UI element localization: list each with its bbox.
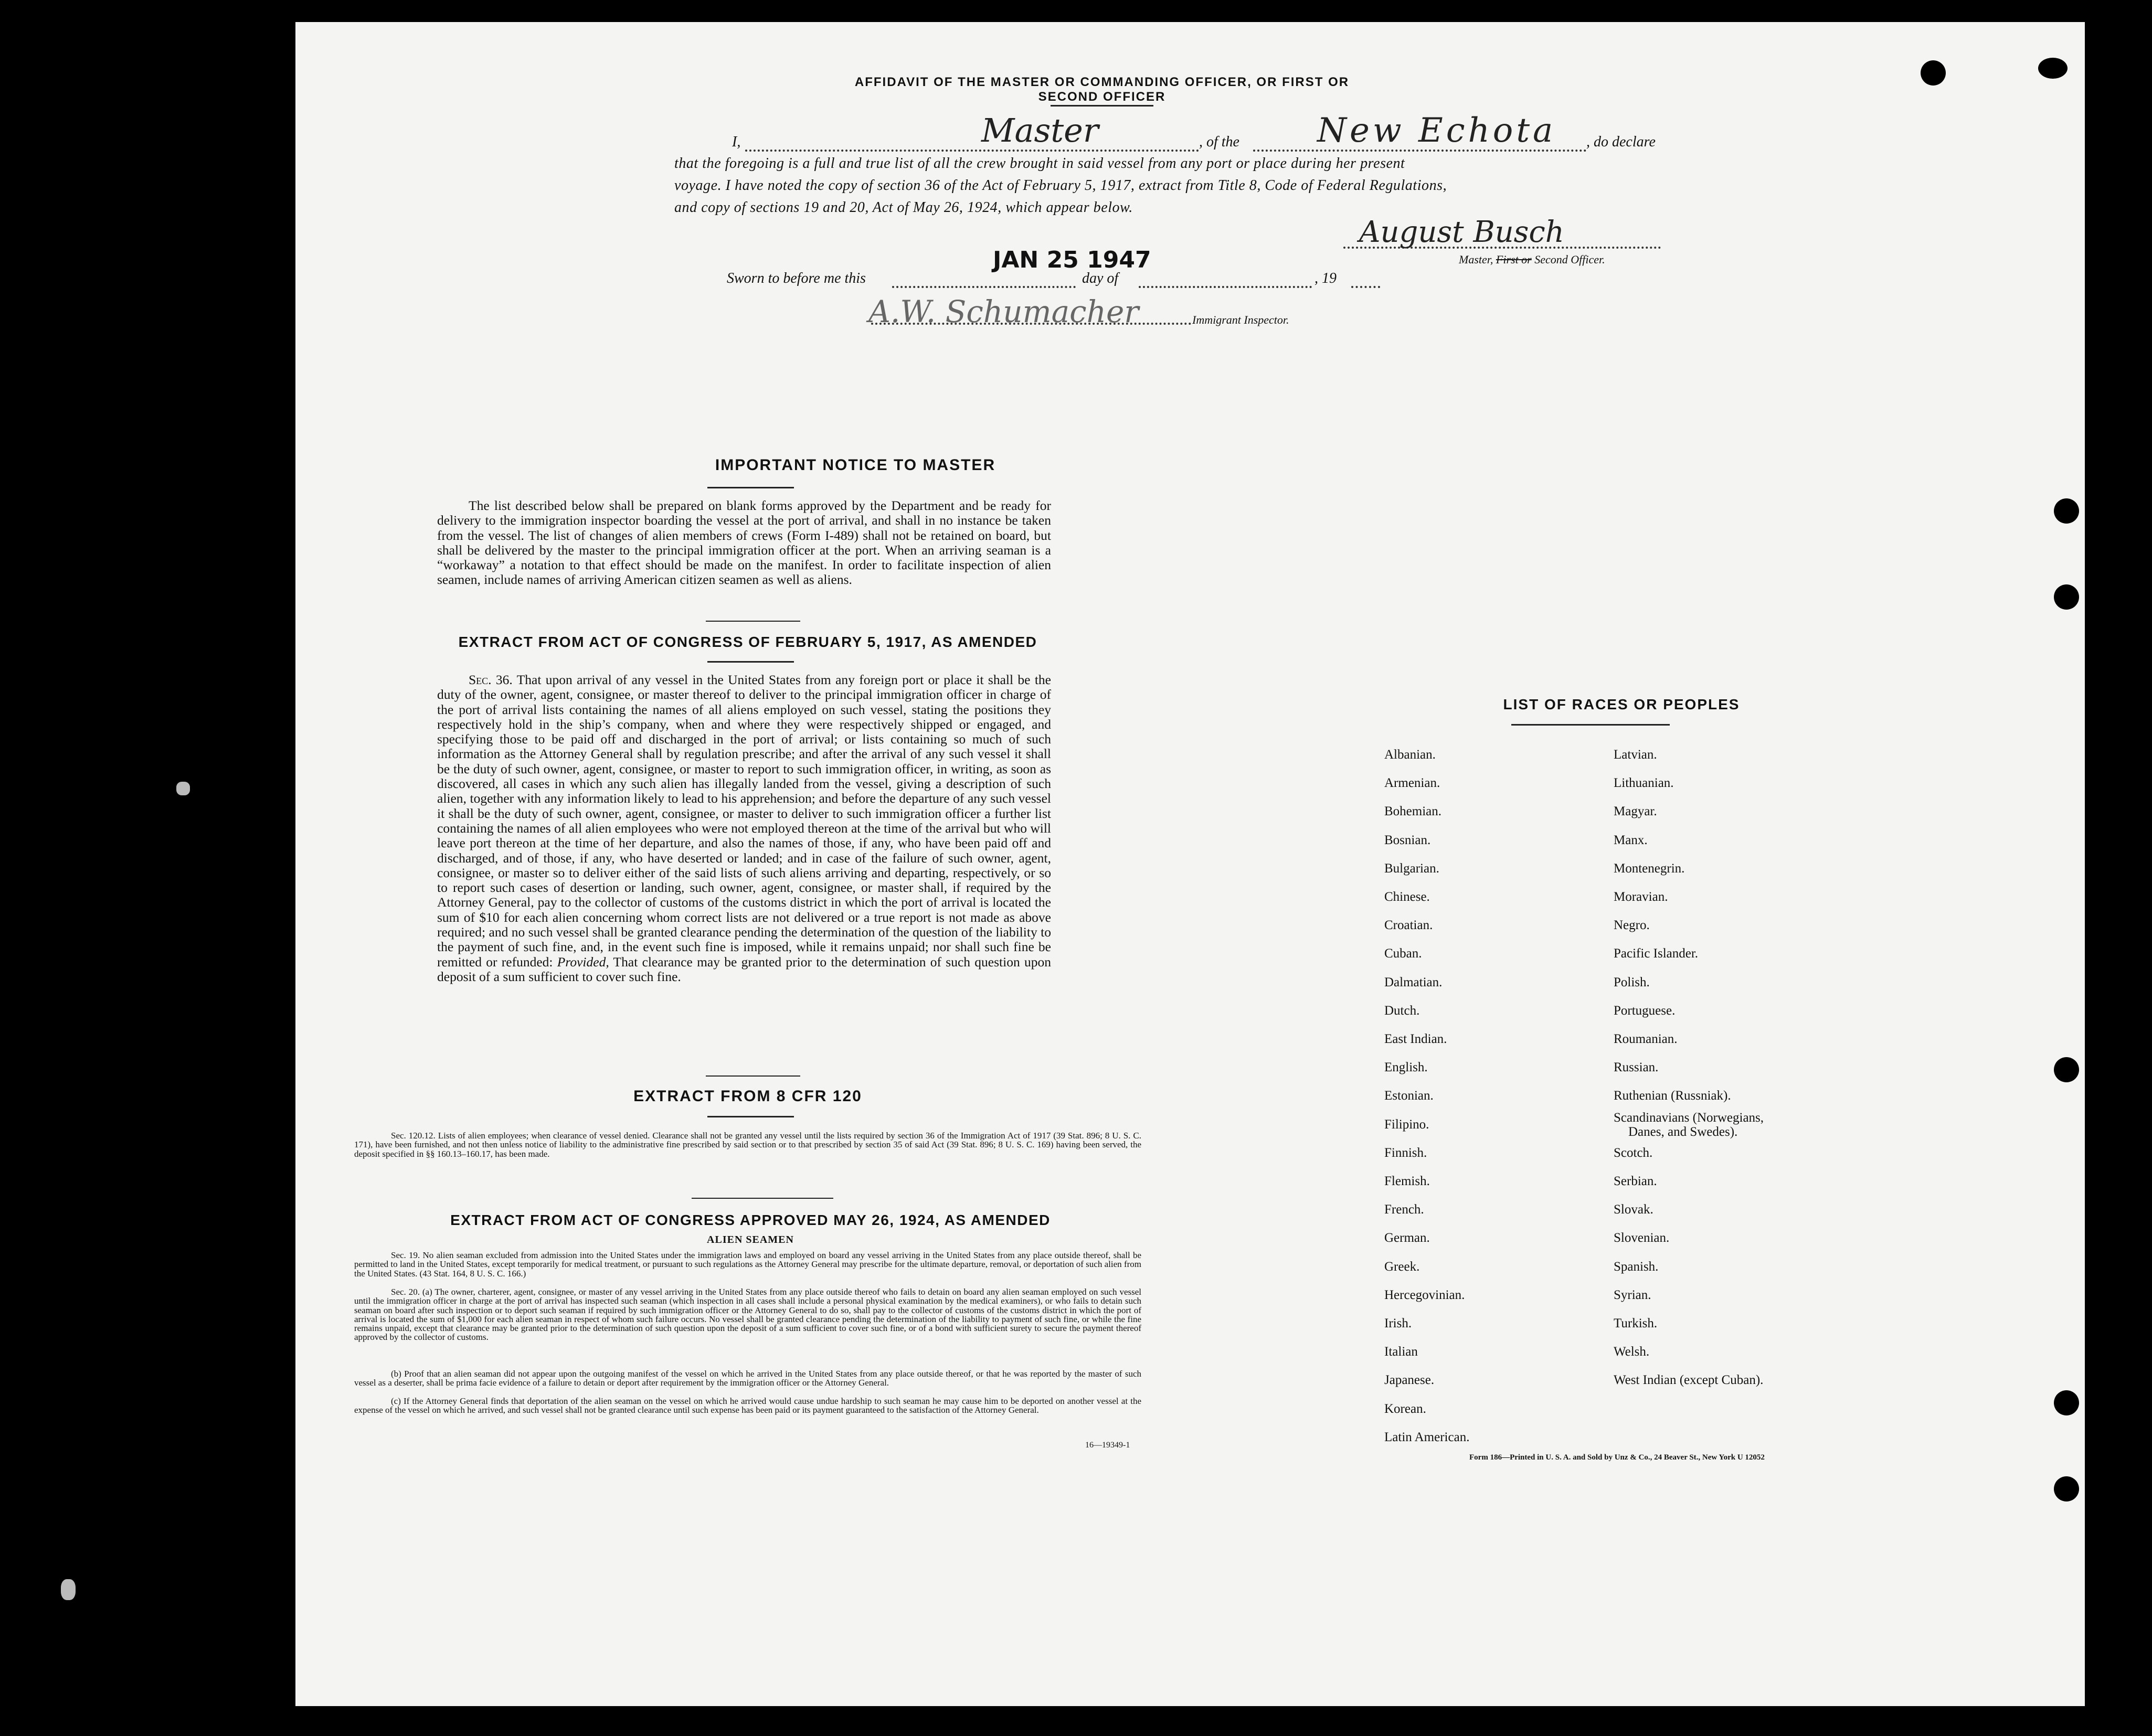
race-item: Polish.	[1614, 975, 1650, 989]
races-column-1	[1384, 741, 1469, 1452]
inspector-label: Immigrant Inspector.	[1192, 313, 1289, 326]
extract-1924-heading: EXTRACT FROM ACT OF CONGRESS APPROVED MAY 26, 1924, AS AMENDED	[450, 1212, 1051, 1228]
race-item: Irish.	[1384, 1316, 1412, 1331]
extract-1917-heading: EXTRACT FROM ACT OF CONGRESS OF FEBRUARY 5, 1917, AS AMENDED	[458, 634, 1037, 650]
race-item: Welsh.	[1614, 1345, 1650, 1359]
notice-rule	[707, 487, 794, 488]
race-item: Flemish.	[1384, 1174, 1430, 1189]
sworn-day-line	[892, 286, 1076, 288]
race-item: Cuban.	[1384, 946, 1422, 961]
races-rule	[1511, 724, 1670, 726]
alien-seamen-subheading: ALIEN SEAMEN	[707, 1234, 794, 1245]
punch-hole	[2054, 584, 2079, 610]
race-item: Turkish.	[1614, 1316, 1658, 1331]
sec20b-body: (b) Proof that an alien seaman did not appear upon the outgoing manifest of the vessel on which he arrived in the United States from any place outside thereof, or that he was reported by the master of such vessel as a deserter, shall be prima facie evidence of a failure to detain or deport after requirement by the immigration officer or the Attorney General.	[354, 1369, 1141, 1388]
race-item: Korean.	[1384, 1401, 1426, 1416]
race-item: Finnish.	[1384, 1145, 1427, 1160]
caption-second: Second Officer.	[1534, 253, 1605, 266]
extract-1917-body	[437, 673, 1051, 984]
caption-master: Master,	[1459, 253, 1493, 266]
affidavit-line-2: that the foregoing is a full and true list of all the crew brought in said vessel from any port or place during her present	[674, 155, 1405, 172]
race-item: Spanish.	[1614, 1259, 1659, 1274]
sworn-month-line	[1139, 286, 1312, 288]
race-item: Ruthenian (Russniak).	[1614, 1089, 1731, 1103]
punch-hole	[2054, 1476, 2079, 1501]
race-item: East Indian.	[1384, 1032, 1447, 1047]
race-item: Russian.	[1614, 1060, 1659, 1075]
race-item: Slovenian.	[1614, 1231, 1670, 1245]
race-item: Portuguese.	[1614, 1003, 1676, 1018]
race-item: Scotch.	[1614, 1145, 1653, 1160]
race-item: Japanese.	[1384, 1373, 1435, 1388]
officer-fill-line	[745, 150, 1199, 152]
affidavit-line-4: and copy of sections 19 and 20, Act of May 26, 1924, which appear below.	[674, 199, 1133, 216]
race-item: Hercegovinian.	[1384, 1287, 1465, 1302]
punch-hole	[2086, 163, 2112, 188]
race-item: West Indian (except Cuban).	[1614, 1373, 1764, 1388]
signature-caption	[1459, 253, 1605, 267]
race-item: Albanian.	[1384, 748, 1436, 762]
officer-handwritten: Master	[981, 111, 1099, 150]
race-item: Dalmatian.	[1384, 975, 1443, 989]
race-item-line: Danes, and Swedes).	[1628, 1124, 1738, 1139]
race-item: Croatian.	[1384, 918, 1433, 933]
race-item-line: Scandinavians (Norwegians,	[1614, 1110, 1764, 1125]
sec20c-body: (c) If the Attorney General finds that deportation of the alien seaman on the vessel on which he arrived would cause undue hardship to such seaman he may cause him to be deported on another vessel at the expense of the vessel on which he arrived, and such vessel shall not be granted clearance until such expense has been paid or its payment guaranteed to the satisfaction of the Attorney General.	[354, 1396, 1141, 1415]
race-item: Filipino.	[1384, 1117, 1429, 1132]
race-item: Italian	[1384, 1345, 1418, 1359]
punch-hole	[1921, 60, 1946, 86]
race-item: Slovak.	[1614, 1202, 1653, 1217]
race-item: German.	[1384, 1231, 1430, 1245]
race-item: Serbian.	[1614, 1174, 1657, 1189]
extract-1917-end-rule	[706, 1075, 800, 1077]
race-item: Bosnian.	[1384, 833, 1431, 847]
sworn-label: Sworn to before me this	[727, 270, 866, 286]
printer-imprint: Form 186—Printed in U. S. A. and Sold by Unz & Co., 24 Beaver St., New York U 12052	[1469, 1453, 1765, 1462]
punch-hole	[2054, 1390, 2079, 1415]
races-heading: LIST OF RACES OR PEOPLES	[1503, 696, 1740, 712]
notice-end-rule	[706, 621, 800, 622]
race-item: Negro.	[1614, 918, 1650, 933]
year-label: , 19	[1314, 270, 1337, 286]
race-item: Chinese.	[1384, 890, 1430, 904]
race-item	[1614, 1111, 1764, 1139]
notice-body: The list described below shall be prepared on blank forms approved by the Department and be ready for delivery to the immigration inspector boarding the vessel at the port of arrival, and shall in no instance be taken from the vessel. The list of changes of alien members of crews (Form I-489) shall not be retained on board, but shall be delivered by the master to the principal immigration officer at the port. When an arriving seaman is a “workaway” a notation to that effect should be made on the manifest. In order to facilitate inspection of alien seamen, include names of arriving American citizen seamen as well as aliens.	[437, 498, 1051, 588]
punch-hole	[2086, 248, 2112, 273]
race-item: Roumanian.	[1614, 1032, 1678, 1047]
scan-speck	[176, 782, 190, 795]
provided-text: That clearance may be granted prior to the determination of such question upon deposit of a sum sufficient to cover such fine.	[437, 954, 1052, 984]
race-item: French.	[1384, 1202, 1424, 1217]
provided-label: Provided,	[557, 954, 609, 970]
extract-cfr-rule	[707, 1116, 794, 1117]
sec20a-body: Sec. 20. (a) The owner, charterer, agent, consignee, or master of any vessel arriving in the United States from any place outside thereof who fails to detain on board any alien seaman employed on such vessel until the immigration officer in charge at the port of arrival has inspected such seaman (which inspection in all cases shall include a personal physical examination by the medical examiners), or who fails to detain such seaman on board after such inspection or to deport such seaman if required by such immigration officer or the Attorney General to do so, shall pay to the collector of customs of the customs district in which the port of arrival is located the sum of $1,000 for each alien seaman in respect of whom such failure occurs. No vessel shall be granted clearance pending the determination of the liability to payment of such fine, or while the fine remains unpaid, except that clearance may be granted prior to the determination of such question upon the deposit of a sum sufficient to cover such fine, or of a bond with sufficient surety to secure the payment thereof approved by the collector of customs.	[354, 1287, 1141, 1343]
race-item: Dutch.	[1384, 1003, 1420, 1018]
of-the-label: , of the	[1199, 134, 1239, 150]
extract-cfr-heading: EXTRACT FROM 8 CFR 120	[633, 1088, 862, 1105]
scan-speck	[61, 1579, 76, 1600]
punch-hole	[2054, 1057, 2079, 1082]
race-item: Estonian.	[1384, 1089, 1434, 1103]
race-item: English.	[1384, 1060, 1428, 1075]
race-item: Bohemian.	[1384, 804, 1442, 819]
date-stamp: JAN 25 1947	[993, 247, 1151, 273]
race-item: Greek.	[1384, 1259, 1420, 1274]
day-of-label: day of	[1082, 270, 1119, 286]
race-item: Pacific Islander.	[1614, 946, 1699, 961]
inspector-signature: A.W. Schumacher	[868, 294, 1139, 329]
form-code: 16—19349-1	[1085, 1441, 1130, 1450]
race-item: Manx.	[1614, 833, 1648, 847]
sec36-label: Sec. 36.	[469, 672, 513, 687]
race-item: Montenegrin.	[1614, 861, 1685, 876]
extract-cfr-end-rule	[692, 1198, 833, 1199]
caption-struck: First or	[1496, 253, 1532, 266]
master-signature: August Busch	[1359, 215, 1564, 249]
race-item: Magyar.	[1614, 804, 1657, 819]
punch-hole	[2038, 58, 2068, 79]
extract-cfr-body: Sec. 120.12. Lists of alien employees; when clearance of vessel denied. Clearance shall not be granted any vessel until the lists required by section 36 of the Immigration Act of 1917 (39 Stat. 896; 8 U. S. C. 171), have been furnished, and not then unless notice of liability to the administrative fine prescribed by said section or to that prescribed by section 35 of said Act (39 Stat. 896; 8 U. S. C. 169) having been served, the deposit specified in §§ 160.13–160.17, has been made.	[354, 1131, 1141, 1159]
sworn-year-line	[1351, 286, 1380, 288]
race-item: Latvian.	[1614, 748, 1657, 762]
race-item: Armenian.	[1384, 776, 1440, 791]
affidavit-title: AFFIDAVIT OF THE MASTER OR COMMANDING OFFICER, OR FIRST OR SECOND OFFICER	[854, 75, 1350, 104]
title-rule	[1051, 105, 1153, 106]
race-item: Bulgarian.	[1384, 861, 1439, 876]
sec36-text: That upon arrival of any vessel in the United States from any foreign port or place it shall be the duty of the owner, agent, consignee, or master thereof to deliver to the principal immigration officer in charge of the port of arrival lists containing the names of all aliens employed on such vessel, stating the positions they respectively hold in the ship’s company, when and where they were respectively shipped or engaged, and specifying those to be paid off and discharged in the port of arrival; or lists containing so much of such information as the Attorney General shall by regulation prescribe; and after the arrival of any such vessel it shall be the duty of such owner, agent, consignee, or master to report to such immigration officer, in writing, as soon as discovered, all cases in which any such alien has illegally landed from the vessel, giving a description of such alien, together with any information likely to lead to his apprehension; and before the departure of any such vessel it shall be the duty of such owner, agent, consignee, or master to deliver to such immigration officer a further list containing the names of all alien employees who were not employed thereon at the time of the arrival but who will leave port thereon at the time of her departure, and also the names of those, if any, who have been paid off and discharged, and of those, if any, who have deserted or landed; and in case of the failure of such owner, agent, consignee, or master so to deliver either of the said lists of such aliens arriving and departing, respectively, or so to report such cases of desertion or landing, such owner, agent, consignee, or master shall, if required by the Attorney General, pay to the collector of customs of the customs district in which the port of arrival is located the sum of $10 for each alien concerning whom correct lists are not delivered or a true report is not made as above required; and no such vessel shall be granted clearance pending the determination of the question of the liability to the payment of such fine, and, in the event such fine is imposed, while it remains unpaid; nor shall such fine be remitted or refunded:	[437, 672, 1051, 970]
race-item: Moravian.	[1614, 890, 1668, 904]
races-column-2	[1614, 741, 1764, 1395]
race-item: Syrian.	[1614, 1287, 1651, 1302]
punch-hole	[2054, 498, 2079, 524]
notice-heading: IMPORTANT NOTICE TO MASTER	[715, 456, 996, 474]
vessel-handwritten: New Echota	[1317, 111, 1556, 150]
do-declare-label: , do declare	[1586, 134, 1656, 150]
race-item: Lithuanian.	[1614, 776, 1674, 791]
sec19-body: Sec. 19. No alien seaman excluded from admission into the United States under the immigration laws and employed on board any vessel arriving in the United States from any place outside thereof, shall be permitted to land in the United States, except temporarily for medical treatment, or pursuant to such regulations as the Attorney General may prescribe for the ultimate departure, removal, or deportation of such alien from the United States. (43 Stat. 164, 8 U. S. C. 166.)	[354, 1250, 1141, 1279]
affidavit-line-3: voyage. I have noted the copy of section 36 of the Act of February 5, 1917, extract from Title 8, Code of Federal Regulations,	[674, 177, 1447, 194]
affidavit-i-label: I,	[732, 134, 741, 150]
extract-1917-rule	[707, 661, 794, 663]
race-item: Latin American.	[1384, 1430, 1470, 1444]
